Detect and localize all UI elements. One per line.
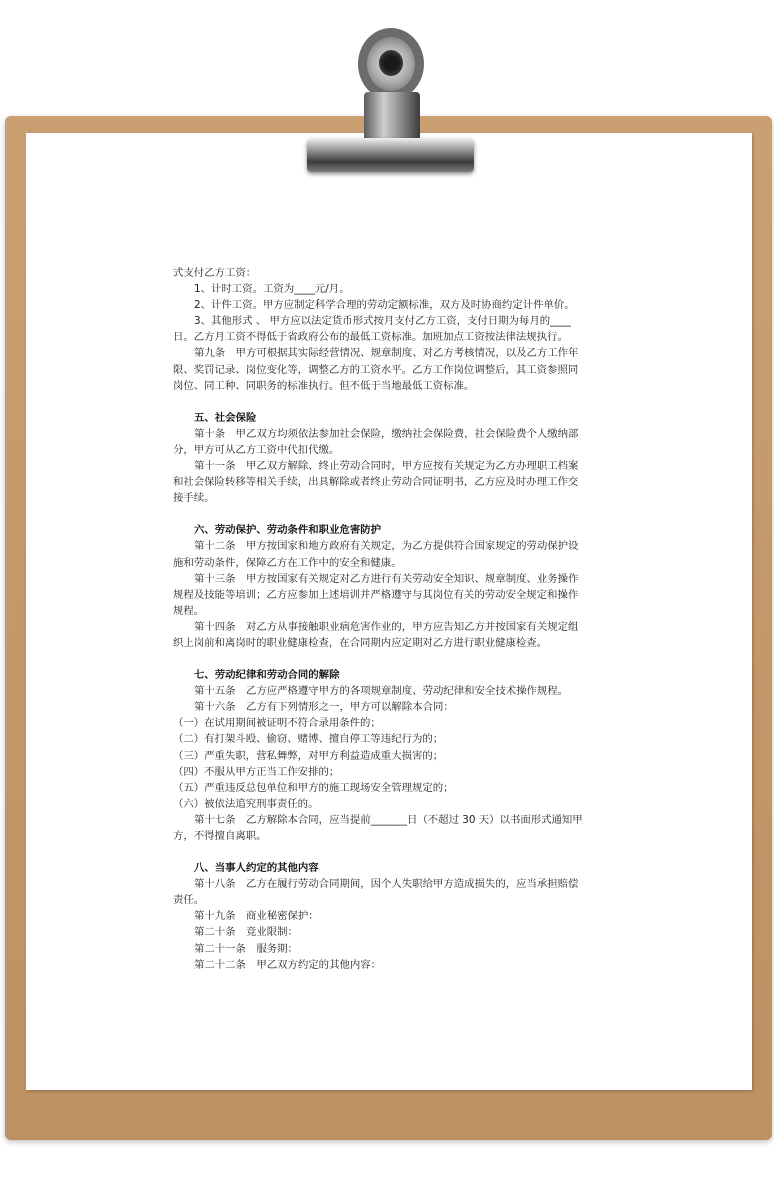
section-heading: 八、当事人约定的其他内容: [194, 862, 319, 875]
paragraph-line: 第十五条 乙方应严格遵守甲方的各项规章制度、劳动纪律和安全技术操作规程。: [194, 685, 569, 698]
paragraph-line: （五）严重违反总包单位和甲方的施工现场安全管理规定的；: [173, 781, 454, 794]
paragraph-line: 接手续。: [173, 492, 215, 505]
paragraph-line: 日。乙方月工资不得低于省政府公布的最低工资标准。加班加点工资按法律法规执行。: [173, 331, 568, 344]
binder-clip: [307, 138, 474, 172]
paragraph-line: 责任。: [173, 894, 205, 907]
paragraph-line: （一）在试用期间被证明不符合录用条件的；: [173, 717, 381, 730]
paragraph-line: 第十九条 商业秘密保护：: [194, 910, 319, 923]
paragraph-line: 3、其他形式 、 甲方应以法定货币形式按月支付乙方工资，支付日期为每月的____: [194, 315, 571, 328]
paragraph-line: 方，不得擅自离职。: [173, 830, 267, 842]
paragraph-line: 第十三条 甲方按国家有关规定对乙方进行有关劳动安全知识、规章制度、业务操作: [194, 572, 579, 585]
paragraph-line: 第十一条 甲乙双方解除、终止劳动合同时，甲方应按有关规定为乙方办理职工档案: [194, 460, 579, 473]
paragraph-line: （二）有打架斗殴、偷窃、赌博、擅自停工等违纪行为的；: [173, 733, 444, 746]
section-gap: [173, 394, 603, 410]
paragraph-line: 第二十一条 服务期：: [194, 942, 298, 955]
paragraph-line: （三）严重失职，营私舞弊，对甲方利益造成重大损害的；: [173, 749, 444, 762]
paragraph-line: 第十条 甲乙双方均须依法参加社会保险，缴纳社会保险费，社会保险费个人缴纳部: [194, 427, 579, 440]
paragraph-line: 第九条 甲方可根据其实际经营情况、规章制度、对乙方考核情况，以及乙方工作年: [194, 347, 579, 360]
clip-hole: [379, 50, 403, 76]
paragraph-line: 1、计时工资。工资为____元/月。: [194, 283, 350, 296]
section-gap: [173, 844, 603, 860]
section-heading: 五、社会保险: [194, 411, 257, 424]
paragraph-line: 第十二条 甲方按国家和地方政府有关规定，为乙方提供符合国家规定的劳动保护设: [194, 540, 579, 553]
section-heading: 七、劳动纪律和劳动合同的解除: [194, 669, 340, 682]
paragraph-line: 织上岗前和离岗时的职业健康检查，在合同期内应定期对乙方进行职业健康检查。: [173, 636, 548, 649]
paragraph-line: 岗位、同工种、同职务的标准执行。但不低于当地最低工资标准。: [173, 379, 475, 392]
paragraph-line: 式支付乙方工资：: [173, 267, 257, 279]
paragraph-line: 规程。: [173, 604, 205, 617]
paragraph-line: 第十八条 乙方在履行劳动合同期间，因个人失职给甲方造成损失的，应当承担赔偿: [194, 878, 579, 891]
section-heading: 六、劳动保护、劳动条件和职业危害防护: [194, 524, 382, 537]
paragraph-line: 第十六条 乙方有下列情形之一，甲方可以解除本合同：: [194, 701, 454, 714]
paragraph-line: 2、计件工资。甲方应制定科学合理的劳动定额标准，双方及时协商约定计件单价。: [194, 299, 575, 312]
paragraph-line: 规程及技能等培训；乙方应参加上述培训并严格遵守与其岗位有关的劳动安全规定和操作: [173, 588, 579, 601]
section-gap: [173, 651, 603, 667]
clip-plate: [364, 92, 420, 144]
paragraph-line: 和社会保险转移等相关手续，出具解除或者终止劳动合同证明书，乙方应及时办理工作交: [173, 476, 579, 489]
paragraph-line: 第十七条 乙方解除本合同，应当提前_______日（不超过 30 天）以书面形式通知甲: [194, 813, 583, 826]
paragraph-line: 施和劳动条件，保障乙方在工作中的安全和健康。: [173, 556, 402, 569]
paragraph-line: 第二十二条 甲乙双方约定的其他内容：: [194, 958, 382, 971]
section-gap: [173, 506, 603, 522]
paragraph-line: 分，甲方可从乙方工资中代扣代缴。: [173, 443, 340, 456]
paragraph-line: （六）被依法追究刑事责任的。: [173, 797, 319, 810]
paragraph-line: 第十四条 对乙方从事接触职业病危害作业的，甲方应告知乙方并按国家有关规定组: [194, 620, 579, 633]
paragraph-line: 第二十条 竞业限制：: [194, 926, 298, 939]
contract-text: [173, 265, 603, 973]
paragraph-line: 限、奖罚记录、岗位变化等，调整乙方的工资水平。乙方工作岗位调整后，其工资参照同: [173, 363, 579, 376]
paragraph-line: （四）不服从甲方正当工作安排的；: [173, 765, 340, 778]
